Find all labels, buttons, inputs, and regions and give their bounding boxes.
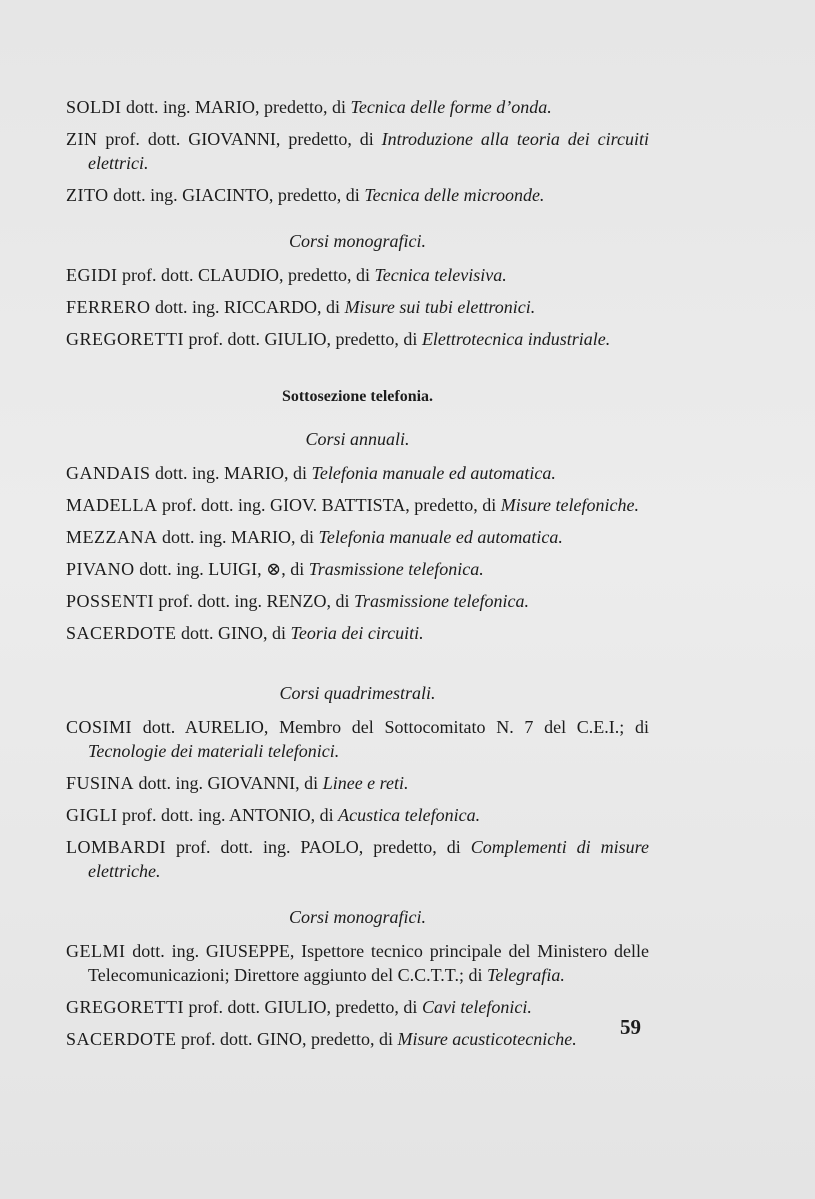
entry-name: COSIMI [66,717,133,737]
entry-subject: Elettrotecnica industriale. [421,329,611,349]
entry-text: dott. ing. MARIO, di [150,463,312,483]
entry-name: FERRERO [66,297,151,317]
entry-subject: Introduzione alla teoria dei circuiti elettrici. [88,129,649,173]
entry-name: MADELLA [66,495,158,515]
entry-text: prof. dott. GIULIO, predetto, di [183,997,422,1017]
entry-text: prof. dott. ing. ANTONIO, di [117,805,339,825]
entry-subject: Telefonia manuale ed automatica. [318,527,563,547]
entry-subject: Tecnica delle forme d’onda. [350,97,552,117]
entry [66,557,649,581]
entry [66,263,649,287]
entry-name: SACERDOTE [66,1029,177,1049]
entry [66,295,649,319]
entry-subject: Tecnica televisiva. [374,265,507,285]
entry [66,493,649,517]
body-text [66,95,649,1059]
entry-text: dott. GINO, di [176,623,291,643]
block3 [66,461,649,645]
entry [66,715,649,763]
heading-corsi-monografici: Corsi monografici. [288,231,426,251]
entry-subject: Linee e reti. [322,773,409,793]
entry-subject: Telegrafia. [486,965,565,985]
entry-text: dott. ing. RICCARDO, di [150,297,345,317]
entry-subject: Tecnica delle microonde. [364,185,545,205]
entry-text: prof. dott. GINO, predetto, di [176,1029,398,1049]
entry-text: prof. dott. GIULIO, predetto, di [183,329,422,349]
entry-name: PIVANO [66,559,135,579]
entry-text: dott. ing. MARIO, predetto, di [121,97,351,117]
entry-text: dott. AURELIO, Membro del Sottocomitato N. 7 del C.E.I.; di [132,717,649,737]
entry [66,127,649,175]
entry [66,939,649,987]
entry-name: LOMBARDI [66,837,167,857]
entry [66,621,649,645]
entry-text: prof. dott. GIOVANNI, predetto, di [97,129,382,149]
entry [66,995,649,1019]
entry [66,589,649,613]
entry-text: dott. ing. GIACINTO, predetto, di [108,185,365,205]
entry [66,327,649,351]
entry-text: prof. dott. ing. RENZO, di [154,591,355,611]
entry-name: MEZZANA [66,527,158,547]
entry [66,183,649,207]
entry-subject: Misure telefoniche. [500,495,639,515]
entry-text: prof. dott. ing. GIOV. BATTISTA, predetto, di [157,495,501,515]
block5 [66,939,649,1051]
section-title: Sottosezione telefonia. [281,388,434,405]
entry-subject: Trasmissione telefonica. [354,591,530,611]
entry-subject: Acustica telefonica. [338,805,481,825]
entry-name: SOLDI [66,97,122,117]
entry [66,95,649,119]
entry-subject: Tecnologie dei materiali telefonici. [88,741,340,761]
block4 [66,715,649,883]
heading-corsi-annuali: Corsi annuali. [305,429,410,449]
entry-name: POSSENTI [66,591,155,611]
entry [66,1027,649,1051]
entry-name: EGIDI [66,265,118,285]
entry-text: dott. ing. GIUSEPPE, Ispettore tecnico principale del Ministero delle Telecomunicazioni; Direttore aggiunto del C.C.T.T.; di [88,941,649,985]
entry-name: ZIN [66,129,98,149]
entry-text: dott. ing. LUIGI, ⊗, di [134,559,309,579]
entry-subject: Complementi di misure elettriche. [88,837,649,881]
entry-name: GREGORETTI [66,329,184,349]
entry-subject: Trasmissione telefonica. [308,559,484,579]
entry [66,803,649,827]
entry-name: GREGORETTI [66,997,184,1017]
entry-subject: Misure acusticotecniche. [397,1029,577,1049]
entry [66,835,649,883]
entry-subject: Cavi telefonici. [421,997,532,1017]
entry [66,461,649,485]
entry-name: GANDAIS [66,463,151,483]
entry-name: SACERDOTE [66,623,177,643]
entry-subject: Misure sui tubi elettronici. [344,297,536,317]
entry-text: prof. dott. ing. PAOLO, predetto, di [166,837,471,857]
entry-text: prof. dott. CLAUDIO, predetto, di [117,265,375,285]
entry [66,525,649,549]
block2 [66,263,649,351]
entry-text: dott. ing. GIOVANNI, di [134,773,323,793]
block1 [66,95,649,207]
entry [66,771,649,795]
entry-text: dott. ing. MARIO, di [157,527,319,547]
heading-corsi-quadrimestrali: Corsi quadrimestrali. [279,683,436,703]
page-number: 59 [620,1015,641,1039]
entry-name: GIGLI [66,805,118,825]
entry-subject: Telefonia manuale ed automatica. [311,463,556,483]
entry-subject: Teoria dei circuiti. [290,623,424,643]
heading-corsi-monografici-2: Corsi monografici. [288,907,426,927]
entry-name: FUSINA [66,773,135,793]
entry-name: ZITO [66,185,109,205]
entry-name: GELMI [66,941,126,961]
